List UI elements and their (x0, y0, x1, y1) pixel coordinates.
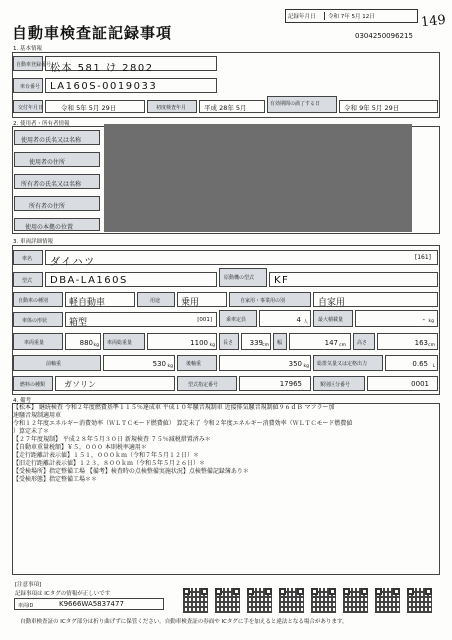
qr-code (183, 588, 208, 613)
capacity-value: 4 (296, 316, 301, 324)
type-no-label: 型式指定番号 (188, 382, 219, 388)
disp-label-cell (313, 355, 383, 371)
model-value: DBA-LA160S (50, 275, 128, 286)
notice-heading: [注意事項] (15, 582, 42, 588)
weight-value: 880 (79, 339, 93, 347)
gross-label-cell (103, 333, 145, 350)
maker-code: [161] (414, 254, 431, 261)
rear-axle-label: 後軸重 (186, 361, 202, 367)
height-label-cell (353, 333, 375, 350)
qr-code (311, 588, 336, 613)
purpose-label-cell (229, 292, 311, 307)
expiry-label: 有効期間の満了する日 (270, 101, 321, 107)
disp-value-cell (385, 355, 438, 371)
user-name-label: 使用者の氏名又は名称 (21, 137, 82, 144)
engine-value-cell (269, 272, 438, 287)
section-vehicle-heading: 3. 車両詳細情報 (13, 239, 53, 245)
redacted-owner-block (104, 124, 412, 232)
first-reg-value-cell (199, 100, 265, 113)
expiry-value: 令和 9年 5月 29日 (344, 104, 400, 112)
weight-value-cell (65, 333, 101, 350)
front-axle-unit: kg (167, 364, 173, 369)
vin-value-cell (45, 78, 217, 93)
cat-no-label: 類別区分番号 (320, 382, 351, 388)
maker-label: 車名 (22, 256, 33, 262)
maker-label-cell (13, 250, 43, 265)
front-axle-label: 前軸重 (46, 361, 62, 367)
rear-axle-label-cell (177, 355, 217, 371)
width-unit: cm (339, 343, 346, 348)
remark-line: 【受検場所】指定整備工場 【備考】検査時の点検整備実施状況】点検整備記録簿あり＊ (13, 468, 249, 475)
load-label: 最大積載量 (318, 317, 344, 323)
load-value: - (422, 316, 425, 324)
purpose-value-cell (313, 292, 438, 307)
first-reg-label-cell (147, 100, 197, 113)
issue-label: 交付年月日 (18, 105, 44, 111)
first-reg-label: 初度検査年月 (156, 105, 187, 111)
reg-label: 自動車登録番号 (16, 62, 52, 68)
shape-value-cell (65, 312, 217, 327)
remark-line: 【自動車重量税額】￥５，０００ 本則税率適用＊ (13, 444, 147, 451)
document-number: 0304250096215 (355, 32, 413, 40)
first-reg-value: 平成 28年 5月 (204, 104, 247, 112)
model-label-cell (13, 272, 43, 287)
purpose-label: 自家用・事業用の別 (240, 298, 286, 304)
height-unit: cm (428, 343, 435, 348)
vehicle-id-value: K9666WA5837477 (59, 600, 124, 608)
model-value-cell (45, 272, 217, 287)
load-value-cell (355, 310, 438, 327)
remark-line: 【受検形態】指定整備工場＊＊ (13, 476, 98, 483)
reg-label-cell (13, 56, 52, 71)
vin-label: 車台番号 (20, 84, 41, 90)
qr-code (375, 588, 400, 613)
expiry-value-cell (339, 100, 438, 113)
engine-label-cell (219, 268, 267, 287)
vehicle-id-label: 車両ID (18, 603, 34, 609)
qr-code (247, 588, 272, 613)
use-value-cell (177, 292, 227, 307)
owner-addr-label: 所有者の住所 (29, 203, 66, 210)
vin-value: LA160S-0019033 (50, 81, 158, 92)
front-axle-label-cell (13, 355, 101, 371)
maker-value-cell (45, 250, 438, 268)
owner-addr-label-cell (14, 196, 100, 211)
weight-unit: kg (93, 343, 99, 348)
rear-axle-value-cell (219, 355, 311, 371)
user-name-label-cell (14, 130, 100, 145)
load-unit: kg (428, 319, 434, 324)
section-owner-heading: 2. 使用者・所有者情報 (13, 121, 70, 127)
front-axle-value-cell (103, 355, 175, 371)
length-value: 339 (249, 339, 263, 347)
length-unit: cm (262, 343, 269, 348)
kind-label-cell (13, 292, 63, 307)
model-label: 型式 (22, 278, 33, 284)
remark-line: 【走行距離計表示値】１５１，０００ｋｍ（令和７年５月１２日）＊ (13, 452, 200, 459)
user-addr-label-cell (14, 152, 100, 167)
issue-label-cell (13, 100, 43, 113)
height-label: 高さ (357, 340, 368, 346)
qr-code (279, 588, 304, 613)
type-no-label-cell (177, 376, 237, 391)
length-label-cell (219, 333, 239, 350)
engine-label: 原動機の型式 (224, 275, 255, 281)
rear-axle-unit: kg (303, 364, 309, 369)
shape-value: 箱型 (69, 318, 88, 328)
fuel-value-cell (55, 376, 175, 391)
gross-label: 車両総重量 (107, 340, 133, 346)
use-label-cell (137, 292, 175, 307)
height-value: 163 (414, 339, 428, 347)
shape-label-cell (13, 312, 63, 327)
disp-label: 総排気量又は定格出力 (317, 361, 368, 367)
owner-name-label: 所有者の氏名又は名称 (21, 181, 82, 188)
vin-label-cell (13, 78, 43, 93)
remark-line: 【旧走行距離計表示値】１２３，８００ｋｍ（令和５年５月２６日）＊ (13, 460, 206, 467)
qr-code (343, 588, 368, 613)
weight-label-cell (13, 333, 63, 350)
remark-line: 【２７年度規制】 平成２８年５月３０日 新規検査 ７５％減税措置済み＊ (13, 436, 211, 443)
record-date-box (285, 9, 418, 23)
reg-value-cell (45, 56, 217, 74)
type-no-value-cell (239, 376, 311, 391)
capacity-value-cell (259, 310, 311, 327)
reg-value: 松本 581 け 2802 (50, 63, 154, 74)
front-axle-value: 530 (152, 360, 166, 368)
remark-line: 【松本】 継続検査 令和２年度燃費基準１１５％達成車 平成１０年騒音規制車 近接排気騒音規制値９６ｄＢ マフラー加 (13, 404, 335, 411)
width-label-cell (273, 333, 287, 350)
kind-value-cell (65, 292, 135, 307)
footer-note: 自動車検査証の ICタグ部分は折り曲げずに保管ください。自動車検査証の券面や ICタグに手を加えると違法となる場合があります。 (20, 619, 348, 625)
vehicle-id-box (14, 598, 164, 610)
load-label-cell (313, 310, 353, 327)
disp-unit: L (432, 364, 435, 369)
gross-value: 1100 (190, 339, 208, 347)
rear-axle-value: 350 (288, 360, 302, 368)
length-label: 長さ (223, 340, 234, 346)
cat-no-value: 0001 (411, 380, 429, 388)
shape-label: 車体の形状 (22, 318, 48, 324)
user-addr-label: 使用者の住所 (29, 159, 66, 166)
kind-value: 軽自動車 (69, 298, 106, 308)
capacity-unit: 人 (303, 320, 308, 325)
issue-value-cell (45, 100, 145, 113)
record-date-value: 令和 7年 5月 12日 (328, 14, 375, 20)
disp-value: 0.65 (412, 360, 428, 368)
maker-value: ダイハツ (50, 257, 96, 268)
fuel-value: ガソリン (64, 380, 96, 389)
width-value-cell (289, 333, 351, 350)
fuel-label-cell (13, 376, 53, 391)
use-value: 乗用 (181, 298, 200, 308)
remarks-list (13, 404, 437, 484)
document-title: 自動車検査証記録事項 (12, 24, 173, 42)
kind-label: 自動車の種別 (18, 298, 49, 304)
notice-line: 記録事項は ICタグの情報が正しいです (15, 591, 111, 597)
cat-no-label-cell (313, 376, 365, 391)
expiry-label-cell (267, 96, 337, 113)
qr-code (407, 588, 432, 613)
width-value: 147 (324, 339, 338, 347)
type-no-value: 17965 (279, 380, 302, 388)
use-label: 用途 (150, 298, 161, 304)
remark-line: 速騒音規制適用車 (13, 412, 62, 419)
remark-line: 令和１２年度エネルギー消費効率（ＷＬＴＣモード燃費値） 算定未了 令和２年度エネルギー消費効率（ＷＬＴＣモード燃費値 (13, 420, 353, 427)
gross-unit: kg (209, 343, 215, 348)
record-date-label: 記録年月日 (288, 12, 325, 20)
cat-no-value-cell (367, 376, 438, 391)
height-value-cell (377, 333, 438, 350)
base-label: 使用の本拠の位置 (25, 224, 74, 231)
length-value-cell (241, 333, 271, 350)
gross-value-cell (147, 333, 217, 350)
capacity-label: 乗車定員 (226, 317, 247, 323)
remark-line: ）算定未了＊ (13, 428, 50, 435)
capacity-label-cell (219, 310, 257, 327)
owner-name-label-cell (14, 174, 100, 189)
engine-value: KF (274, 275, 290, 286)
qr-code (215, 588, 240, 613)
section-remarks-heading: 4. 備考 (13, 398, 31, 404)
issue-value: 令和 5年 5月 29日 (61, 104, 117, 112)
section-basic-heading: 1. 基本情報 (13, 46, 42, 52)
purpose-value: 自家用 (318, 298, 346, 308)
base-label-cell (14, 218, 100, 231)
fuel-label: 燃料の種類 (20, 382, 46, 388)
width-label: 幅 (277, 340, 283, 346)
weight-label: 車両重量 (24, 340, 45, 346)
shape-code: [001] (197, 317, 212, 323)
handwritten-number: 149 (420, 12, 447, 31)
